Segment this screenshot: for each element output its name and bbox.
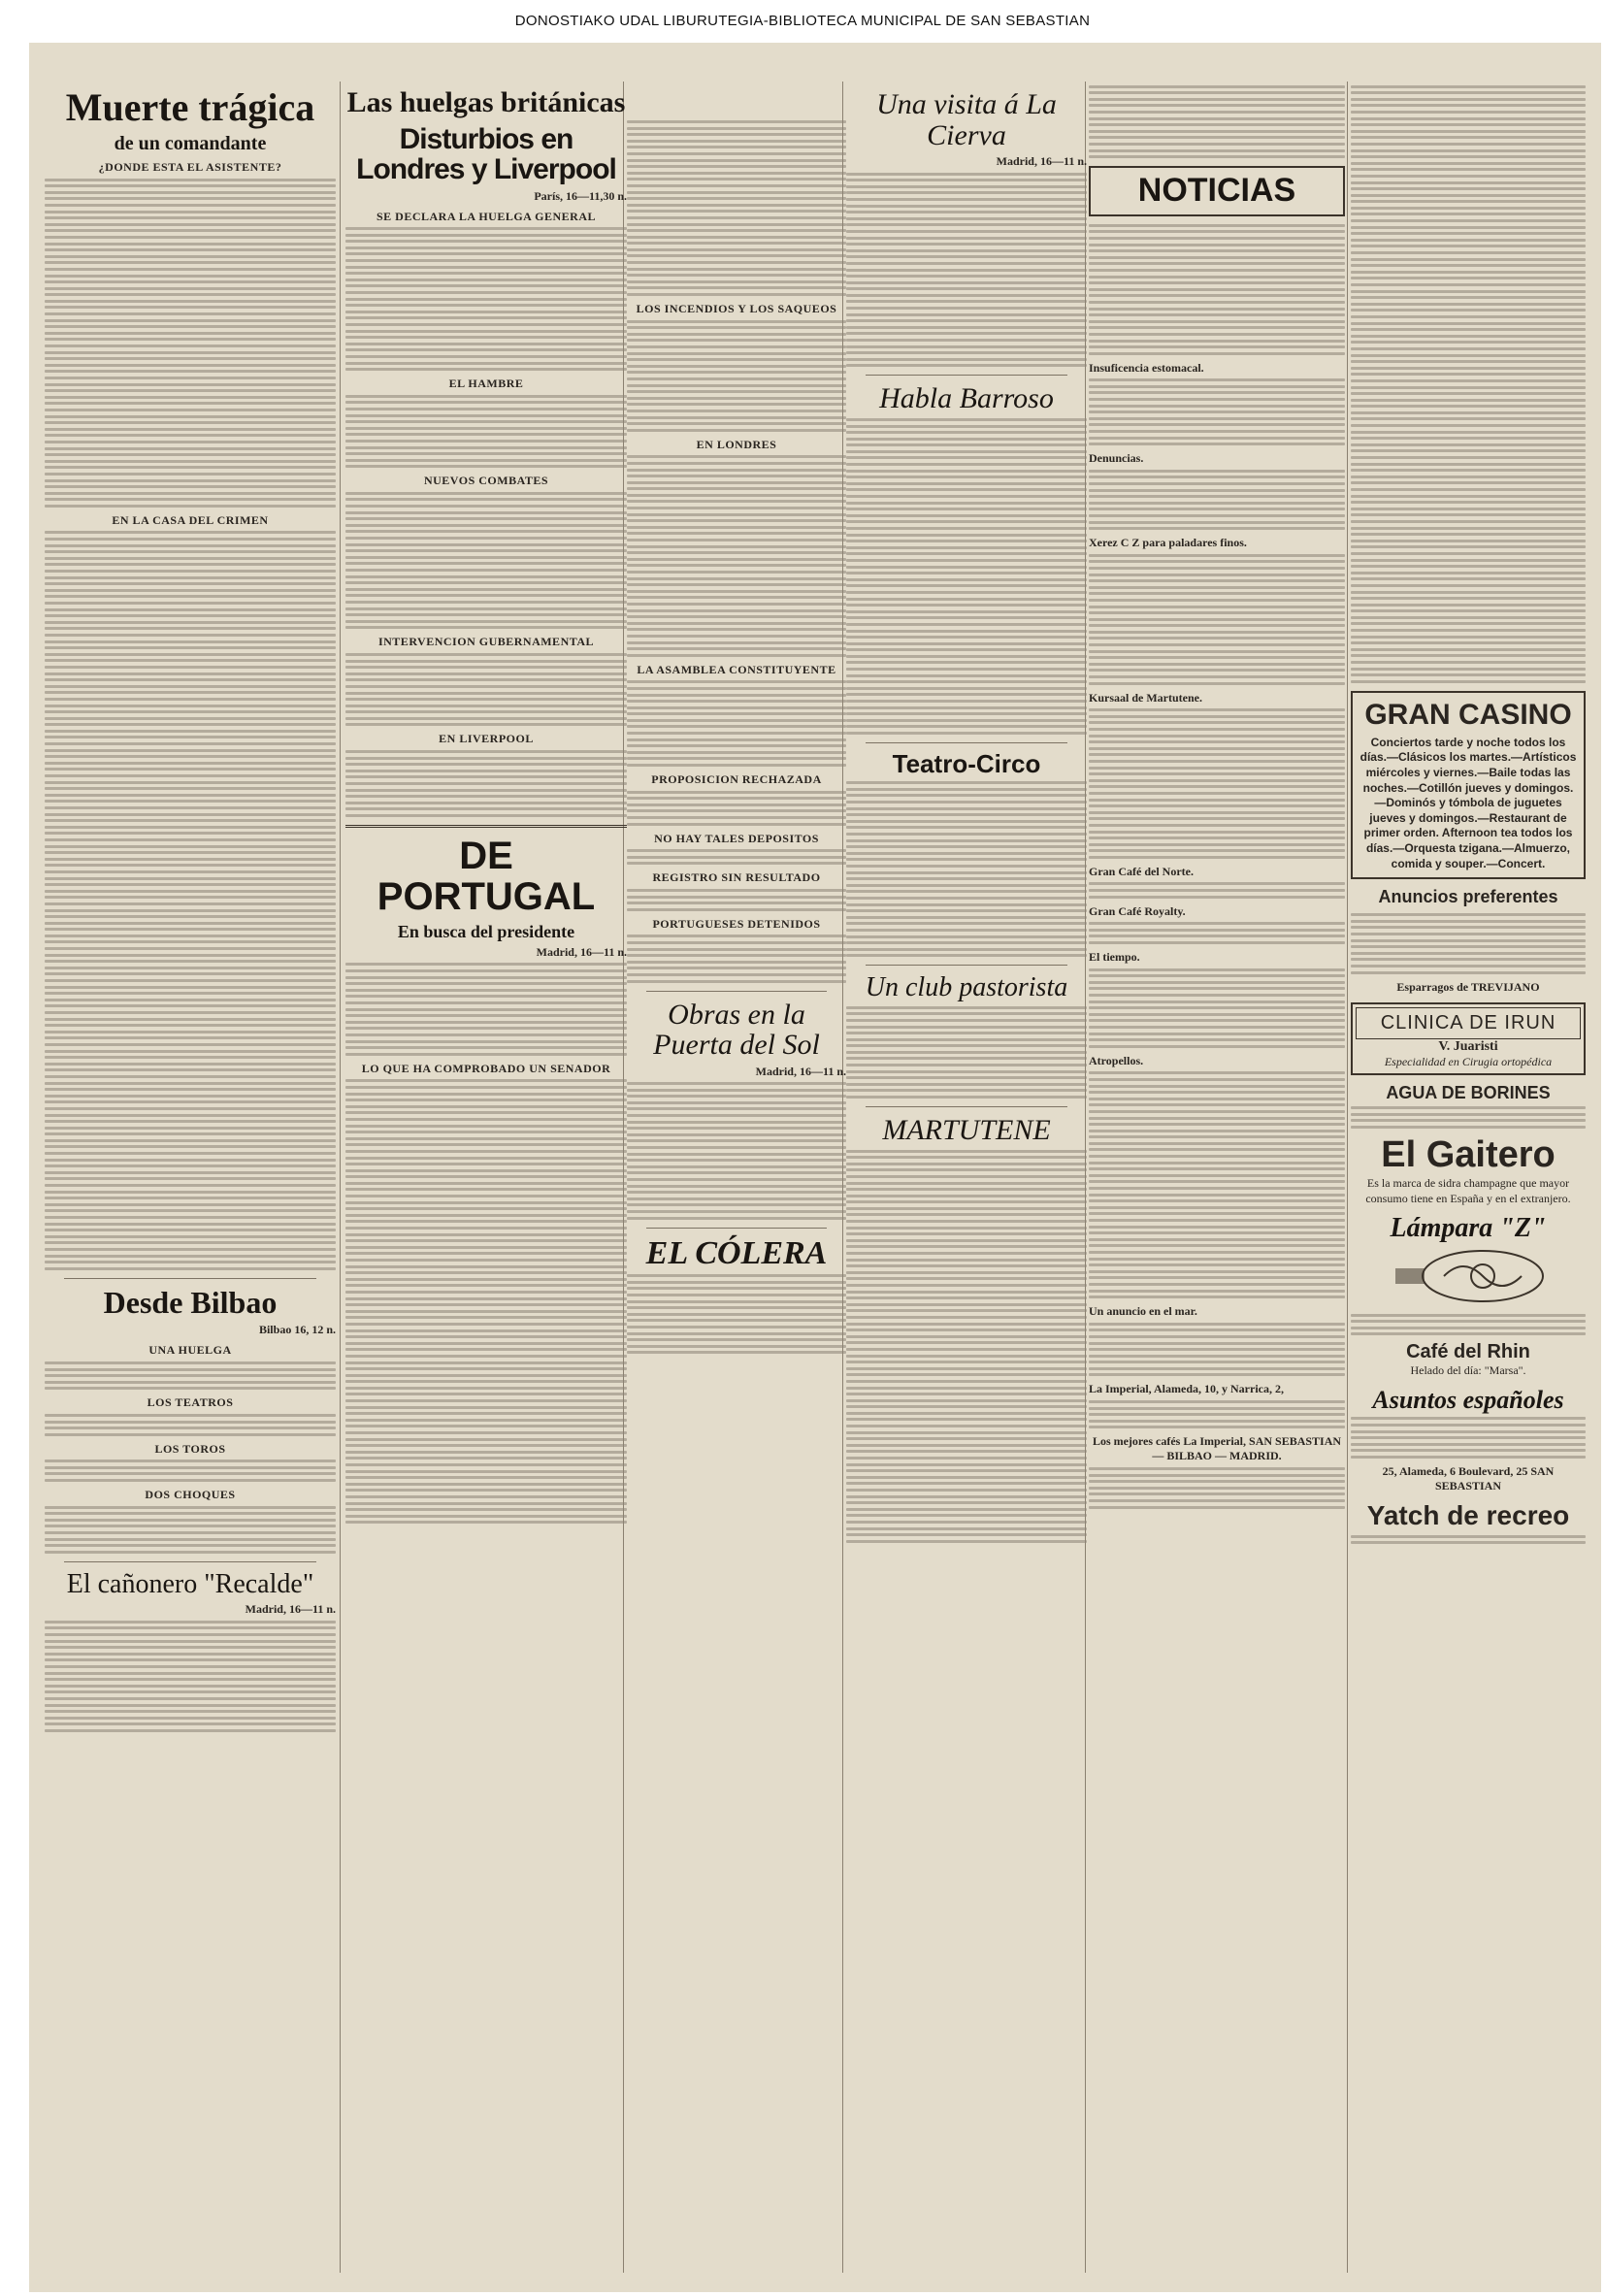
news-item: Gran Café del Norte. [1089,864,1194,878]
article-body [345,492,627,629]
headline-portugal: DE PORTUGAL [377,835,596,918]
article-body [1351,1417,1586,1459]
ad-text: Helado del día: "Marsa". [1410,1363,1526,1378]
subhead-choques: DOS CHOQUES [145,1488,236,1502]
article-body [627,935,846,982]
article-body [1089,470,1345,530]
ad-title: Asuntos españoles [1372,1386,1564,1415]
subhead-detenidos: PORTUGUESES DETENIDOS [652,916,821,931]
lamp-icon [1351,1247,1586,1310]
article-body [345,653,627,727]
news-item: Gran Café Royalty. [1089,903,1186,918]
article-body [627,455,846,656]
divider [646,1228,827,1229]
subhead-registro: REGISTRO SIN RESULTADO [652,870,821,885]
ad-text: Es la marca de sidra champagne que mayor consumo tiene en España y en el extranjero. [1365,1176,1571,1205]
article-body [1089,1071,1345,1298]
subhead-toros: LOS TOROS [154,1441,226,1456]
article-body [846,1150,1087,1543]
headline-bilbao: Desde Bilbao [103,1284,278,1320]
ad-title: Yatch de recreo [1366,1500,1570,1531]
headline-obras: Obras en la Puerta del Sol [653,998,820,1061]
article-body [345,750,627,817]
subhead-proposicion: PROPOSICION RECHAZADA [651,772,822,787]
divider [64,1278,316,1279]
ad-esparragos: Esparragos de TREVIJANO [1396,979,1540,994]
dateline-bilbao: Bilbao 16, 12 n. [258,1323,336,1337]
article-body [1089,708,1345,859]
dateline: Madrid, 16—11 n. [245,1602,336,1617]
clinica-ad [1351,1002,1586,1075]
article-body [345,963,627,1055]
divider [64,1561,316,1562]
column-4 [846,82,1087,2273]
article-body [627,791,846,826]
article-body [45,1361,336,1390]
article-body [1351,1535,1586,1545]
news-item: Atropellos. [1089,1053,1144,1067]
article-body [627,1274,846,1354]
article-body [627,120,846,296]
subhead-hambre: EL HAMBRE [448,377,524,391]
subhead-intervencion: INTERVENCION GUBERNAMENTAL [377,635,595,649]
ad-text: Conciertos tarde y noche todos los días.—Clásicos los martes.—Artísticos miércoles y viernes.—Baile todas las noches.—Cotillón jueves y domingos.—Dominós y tómbola de juguetes jueves y domingos.—Restaurant de primer orden. Afternoon tea todos los días.—Orquesta tzigana.—Almuerzo, comida y souper.—Concert. [1359,735,1577,870]
newspaper-page [29,43,1601,2292]
subheadline-comandante: de un comandante [114,133,267,154]
news-item: Denuncias. [1089,451,1144,466]
column-rule [1347,82,1348,2273]
article-body [1089,1323,1345,1377]
article-body [627,1082,846,1219]
subhead-senador: LO QUE HA COMPROBADO UN SENADOR [361,1061,611,1075]
subhead-liverpool: EN LIVERPOOL [439,732,534,746]
news-item: Kursaal de Martutene. [1089,690,1202,705]
article-body [45,531,336,1269]
headline-club-pastorista: Un club pastorista [865,972,1068,1003]
article-body [345,227,627,371]
article-body [1351,1106,1586,1129]
subheadline-presidente: En busca del presidente [397,922,575,941]
subhead-depositos: NO HAY TALES DEPOSITOS [654,831,819,845]
article-body [45,1460,336,1482]
subhead-asistente: ¿DONDE ESTA EL ASISTENTE? [98,160,282,174]
article-body [1089,554,1345,685]
column-3 [627,82,846,2273]
subhead-asamblea: LA ASAMBLEA CONSTITUYENTE [637,662,836,676]
subhead-londres: EN LONDRES [696,437,777,451]
article-body [1089,1400,1345,1428]
article-body [1351,1314,1586,1336]
article-body [45,1414,336,1436]
archive-banner: DONOSTIAKO UDAL LIBURUTEGIA-BIBLIOTECA MUNICIPAL DE SAN SEBASTIAN [0,0,1605,41]
news-item: El tiempo. [1089,950,1140,965]
article-body [627,320,846,432]
headline-noticias: NOTICIAS [1137,172,1296,210]
article-body [1089,224,1345,355]
divider [866,742,1067,743]
article-body [45,1506,336,1554]
headline-recalde: El cañonero "Recalde" [66,1568,314,1599]
column-2 [345,82,627,2273]
news-item: La Imperial, Alameda, 10, y Narrica, 2, [1089,1382,1284,1396]
subhead-incendios: LOS INCENDIOS Y LOS SAQUEOS [636,302,837,316]
dateline: Madrid, 16—11 n. [755,1064,846,1078]
headline-la-cierva: Una visita á La Cierva [876,88,1057,151]
article-body [627,849,846,865]
subhead-teatros: LOS TEATROS [147,1395,234,1410]
article-body [1089,378,1345,445]
article-body [345,395,627,469]
headline-disturbios: Disturbios en Londres y Liverpool [356,122,616,185]
news-item: Un anuncio en el mar. [1089,1304,1197,1319]
noticias-header-box [1089,166,1345,216]
divider [866,1106,1067,1107]
ad-title: AGUA DE BORINES [1386,1082,1551,1102]
article-body [1089,922,1345,944]
article-body [1089,882,1345,898]
dateline-paris: París, 16—11,30 n. [534,188,627,203]
divider [345,825,627,828]
article-body [1351,913,1586,973]
column-6 [1351,82,1586,2273]
ad-title: Café del Rhin [1406,1341,1530,1363]
headline-teatro-circo: Teatro-Circo [892,749,1041,778]
subhead-combates: NUEVOS COMBATES [423,474,549,488]
article-body [1089,85,1345,159]
column-rule [340,82,341,2273]
subhead-huelga: UNA HUELGA [148,1343,232,1358]
article-body [846,781,1087,957]
ad-title: CLINICA DE IRUN [1356,1007,1581,1039]
column-5 [1089,82,1345,2273]
headline-barroso: Habla Barroso [879,382,1054,415]
headline-colera: EL CÓLERA [645,1234,828,1271]
news-item: Xerez C Z para paladares finos. [1089,536,1247,550]
article-body [846,173,1087,368]
article-body [1089,968,1345,1048]
news-item: Insuficencia estomacal. [1089,360,1204,375]
headline-martutene: MARTUTENE [882,1114,1051,1147]
section-title: Anuncios preferentes [1378,887,1558,907]
ad-title: Lámpara "Z" [1390,1213,1547,1244]
gran-casino-ad [1351,691,1586,879]
article-body [627,889,846,911]
divider [646,991,827,992]
ad-title: El Gaitero [1381,1134,1556,1176]
headline-muerte: Muerte trágica [65,85,315,129]
dateline: Madrid, 16—11 n. [996,154,1087,168]
subhead-casa-crimen: EN LA CASA DEL CRIMEN [112,512,269,527]
article-body [345,1079,627,1524]
article-body [627,680,846,767]
dateline: Madrid, 16—11 n. [536,944,627,959]
divider [866,965,1067,966]
article-body [1089,1467,1345,1509]
subhead-huelga-general: SE DECLARA LA HUELGA GENERAL [376,209,597,223]
ad-address: 25, Alameda, 6 Boulevard, 25 SAN SEBASTIAN [1382,1463,1555,1493]
article-body [846,1006,1087,1099]
article-body [45,179,336,508]
article-body [45,1621,336,1732]
ad-title: GRAN CASINO [1364,698,1572,731]
divider [866,375,1067,376]
ad-doctor: V. Juaristi [1438,1039,1498,1055]
article-body [1351,85,1586,683]
headline-huelgas: Las huelgas británicas [346,86,626,118]
article-body [846,418,1087,735]
news-item: Los mejores cafés La Imperial, SAN SEBASTIAN — BILBAO — MADRID. [1092,1434,1342,1463]
ad-text: Especialidad en Cirugia ortopédica [1384,1055,1553,1069]
column-1 [45,82,336,2273]
